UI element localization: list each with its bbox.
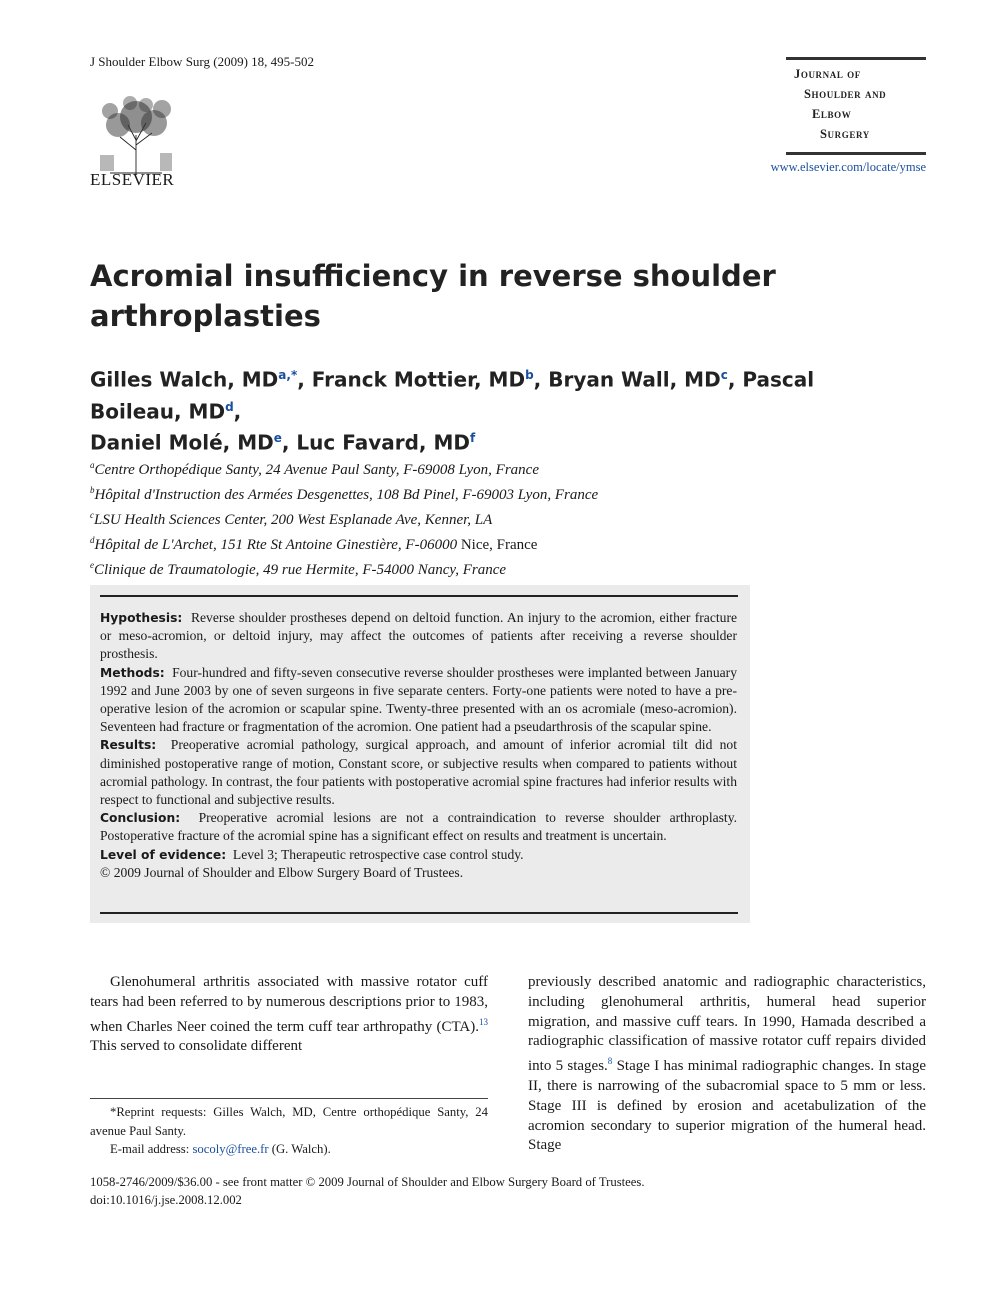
footnote-rule xyxy=(90,1098,488,1099)
abstract-top-rule xyxy=(100,595,738,597)
author-affiliation-link[interactable]: d xyxy=(225,399,234,414)
author-name: Bryan Wall, MD xyxy=(548,367,721,392)
abstract-conclusion: Preoperative acromial lesions are not a contraindication to reverse shoulder arthroplasty. Postoperative fracture of the acromial spine has a significant effect on results and treatment is uncertain. xyxy=(100,810,738,844)
abstract-section-label: Level of evidence: xyxy=(100,847,227,862)
author-name: Pascal Boileau, MD xyxy=(90,367,815,424)
abstract-methods: Four-hundred and fifty-seven consecutive reverse shoulder prostheses were implanted between January 1992 and June 2003 by one of seven surgeons in five separate centers. Forty-one patients were noted to have a pre-operative lesion of the acromion or scapular spine. Twenty-three presented with an os acromiale (meso-acromion). Seventeen had fracture or fragmentation of the acromion. One patient had a pseudarthrosis of the scapular spine. xyxy=(100,664,737,735)
affiliation-item: $^b$Hôpital d'Instruction des Armées Desgenettes, 108 Bd Pinel, F-69003 Lyon, France xyxy=(90,485,599,503)
author-name: Franck Mottier, MD xyxy=(311,367,526,392)
author-affiliation-link[interactable]: a,* xyxy=(278,368,298,382)
author-list: Gilles Walch, $MD^{a,*}$, Franck Mottier, $MD^b$, Bryan Wall, $MD^c$, Pascal Boileau, $MD^d$, Daniel Molé, MDe, Luc Favard, $MD^f$ xyxy=(90,367,815,455)
email-link[interactable]: socoly@free.fr xyxy=(192,1142,269,1156)
abstract-evidence: Level 3; Therapeutic retrospective case control study. xyxy=(232,846,524,862)
body-paragraph: Glenohumeral arthritis associated with massive rotator cuff tears had been referred to by numerous descriptions prior to 1983, when Charles Neer coined the term cuff tear arthropathy (CTA).$^{13}$ This served to consolidate different xyxy=(90,974,488,1055)
author-affiliation-link[interactable]: e xyxy=(273,431,282,446)
abstract-section-label: Conclusion: xyxy=(100,811,181,826)
journal-logo-line: Journal of xyxy=(794,67,861,81)
abstract-bottom-rule xyxy=(100,912,738,914)
doi-line: doi:10.1016/j.jse.2008.12.002 xyxy=(90,1193,242,1207)
body-column-right xyxy=(528,973,926,1156)
abstract-text xyxy=(100,609,737,882)
abstract-section-label: Hypothesis: xyxy=(100,611,183,625)
journal-logo-line: Elbow xyxy=(812,107,852,121)
affiliation-list xyxy=(90,455,598,605)
journal-url-link[interactable]: www.elsevier.com/locate/ymse xyxy=(770,160,926,174)
journal-logo xyxy=(786,57,926,155)
body-column-left xyxy=(90,973,488,1057)
reprint-footnote: *Reprint requests: Gilles Walch, MD, Centre orthopédique Santy, 24 avenue Paul Santy. xyxy=(90,1105,488,1138)
abstract-section-label: Results: xyxy=(100,738,157,753)
affiliation-item: $^d$Hôpital de L'Archet, 151 Rte St Antoine Ginestière, F-06000 Nice, France xyxy=(90,535,538,553)
abstract-section-label: Methods: xyxy=(100,665,165,680)
reference-link[interactable]: 13 xyxy=(479,1016,488,1027)
author-affiliation-link[interactable]: f xyxy=(469,431,476,446)
abstract-results: Preoperative acromial pathology, surgical approach, and amount of inferior acromial tilt did not diminished postoperative range of motion, Constant score, or subjective results when compared to patients without acromial pathology. In contrast, the four patients with postoperative acromial spine fractures had inferior results with respect to functional and subjective results. xyxy=(100,737,738,808)
reference-link[interactable]: 8 xyxy=(607,1056,613,1067)
affiliation-item: $^c$LSU Health Sciences Center, 200 West Esplanade Ave, Kenner, LA xyxy=(90,510,493,528)
author-affiliation-link[interactable]: b xyxy=(525,368,534,382)
abstract-hypothesis: Reverse shoulder prostheses depend on deltoid function. An injury to the acromion, either fracture or meso-acromion, or deltoid injury, may affect the outcomes of patients after receiving a reverse shoulder prosthesis. xyxy=(100,610,738,662)
footnotes xyxy=(90,1103,488,1159)
affiliation-item: $^a$Centre Orthopédique Santy, 24 Avenue Paul Santy, F-69008 Lyon, France xyxy=(90,460,539,478)
article-title: Acromial insufficiency in reverse shoulder arthroplasties xyxy=(90,259,776,333)
journal-logo-line: Shoulder and xyxy=(804,87,887,101)
author-name: Gilles Walch, MD xyxy=(90,367,279,392)
author-name: Luc Favard, MD xyxy=(296,430,470,455)
author-affiliation-link[interactable]: c xyxy=(720,368,728,382)
issn-line: 1058-2746/2009/$36.00 - see front matter © 2009 Journal of Shoulder and Elbow Surgery Board of Trustees. xyxy=(90,1175,645,1189)
journal-citation: J Shoulder Elbow Surg (2009) 18, 495-502 xyxy=(90,54,315,69)
journal-logo-line: Surgery xyxy=(820,127,870,141)
author-name: Daniel Molé, MD xyxy=(90,430,274,455)
abstract-box xyxy=(90,585,750,923)
front-matter-info xyxy=(90,1173,645,1209)
publisher-wordmark: ELSEVIER xyxy=(90,170,175,189)
email-footnote: E-mail address: socoly@free.fr (G. Walch). xyxy=(110,1142,331,1156)
affiliation-item: $^e$Clinique de Traumatologie, 49 rue Hermite, F-54000 Nancy, France xyxy=(90,560,507,578)
body-paragraph: previously described anatomic and radiographic characteristics, including glenohumeral arthritis, humeral head superior migration, and massive cuff tears. In 1990, Hamada described a radiographic classification of massive rotator cuff repairs divided into 5 stages.$^8$ Stage I has minimal radiographic changes. In stage II, there is narrowing of the subacromial space to 5 mm or less. Stage III is defined by erosion and acetabulization of the acromion secondary to superior migration of the humeral head. Stage xyxy=(528,974,926,1154)
abstract-copyright: © 2009 Journal of Shoulder and Elbow Surgery Board of Trustees. xyxy=(100,864,464,880)
